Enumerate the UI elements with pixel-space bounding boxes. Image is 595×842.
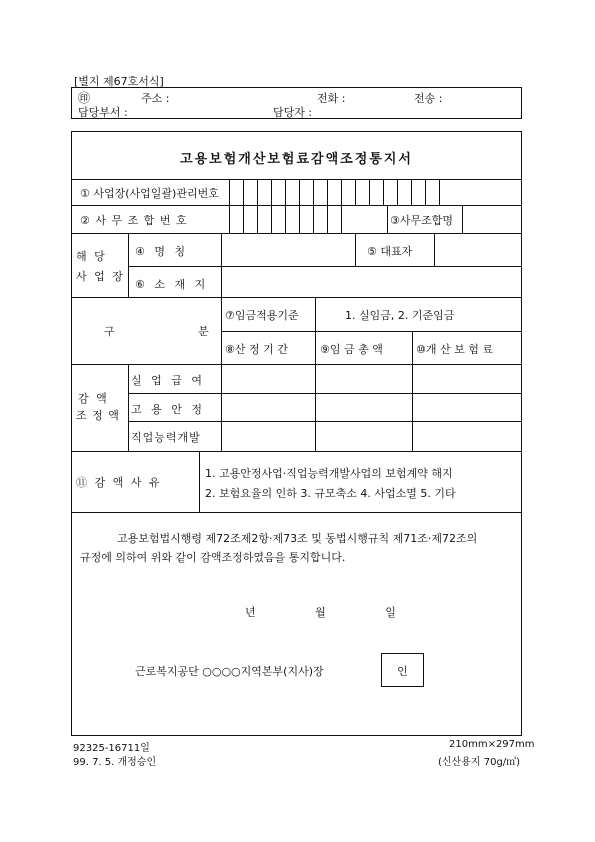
fax-label: 전송 : [414, 92, 443, 105]
form-number: [별지 제67호서식] [74, 75, 164, 88]
union-number-label: ② 사 무 조 합 번 호 [80, 214, 188, 227]
reason-line-2: 2. 보험요율의 인하 3. 규모축소 4. 사업소멸 5. 기타 [205, 487, 456, 500]
notice-line-1: 고용보험법시행령 제72조제2항·제73조 및 동법시행규칙 제71조·제72조의 [117, 532, 478, 545]
footer-paper-size: 210mm×297mm [449, 739, 535, 750]
site-name-label: ④ 명 칭 [135, 245, 189, 258]
notice-line-2: 규정에 의하여 위와 같이 감액조정하였음을 통지합니다. [80, 551, 346, 564]
footer-approval: 99. 7. 5. 개정승인 [73, 757, 157, 768]
notice-date: 년 월 일 [245, 606, 424, 619]
reduction-row-label: 고 용 안 정 [131, 403, 205, 416]
footer-form-code: 92325-16711일 [73, 743, 150, 754]
wage-basis-options: 1. 실임금, 2. 기준임금 [345, 309, 455, 322]
premium-label: ⑩개 산 보 험 료 [416, 343, 493, 356]
reduction-group-label-1: 감 액 [78, 392, 109, 405]
reduction-group-label-2: 조 정 액 [76, 409, 120, 422]
period-label: ⑧산 정 기 간 [225, 343, 288, 356]
management-number-label: ① 사업장(사업일괄)관리번호 [80, 187, 219, 200]
category-label: 구 분 [104, 325, 249, 338]
reason-label: ⑪ 감 액 사 유 [76, 476, 162, 489]
reason-line-1: 1. 고용안정사업·직업능력개발사업의 보험계약 해지 [205, 467, 453, 480]
reduction-row-label: 직업능력개발 [131, 431, 201, 444]
site-location-label: ⑥ 소 재 지 [135, 278, 209, 291]
site-group-label-2: 사 업 장 [76, 270, 125, 283]
phone-label: 전화 : [317, 92, 346, 105]
footer-paper-type: (신산용지 70g/㎡) [438, 757, 521, 768]
seal-label: 인 [397, 665, 408, 678]
issuer: 근로복지공단 ○○○○지역본부(지사)장 [135, 665, 324, 678]
site-group-label-1: 해 당 [76, 250, 107, 263]
total-wage-label: ⑨임 금 총 액 [320, 343, 383, 356]
wage-basis-label: ⑦임금적용기준 [225, 309, 299, 322]
address-label: 주소 : [141, 92, 170, 105]
form-title: 고용보험개산보험료감액조정통지서 [180, 152, 413, 167]
person-label: 담당자 : [273, 106, 313, 119]
agency-logo-icon: ㊞ [78, 91, 91, 105]
union-name-label: ③사무조합명 [390, 214, 453, 227]
dept-label: 담당부서 : [78, 106, 128, 119]
representative-label: ⑤ 대표자 [367, 245, 413, 258]
reduction-row-label: 실 업 급 여 [131, 374, 205, 387]
